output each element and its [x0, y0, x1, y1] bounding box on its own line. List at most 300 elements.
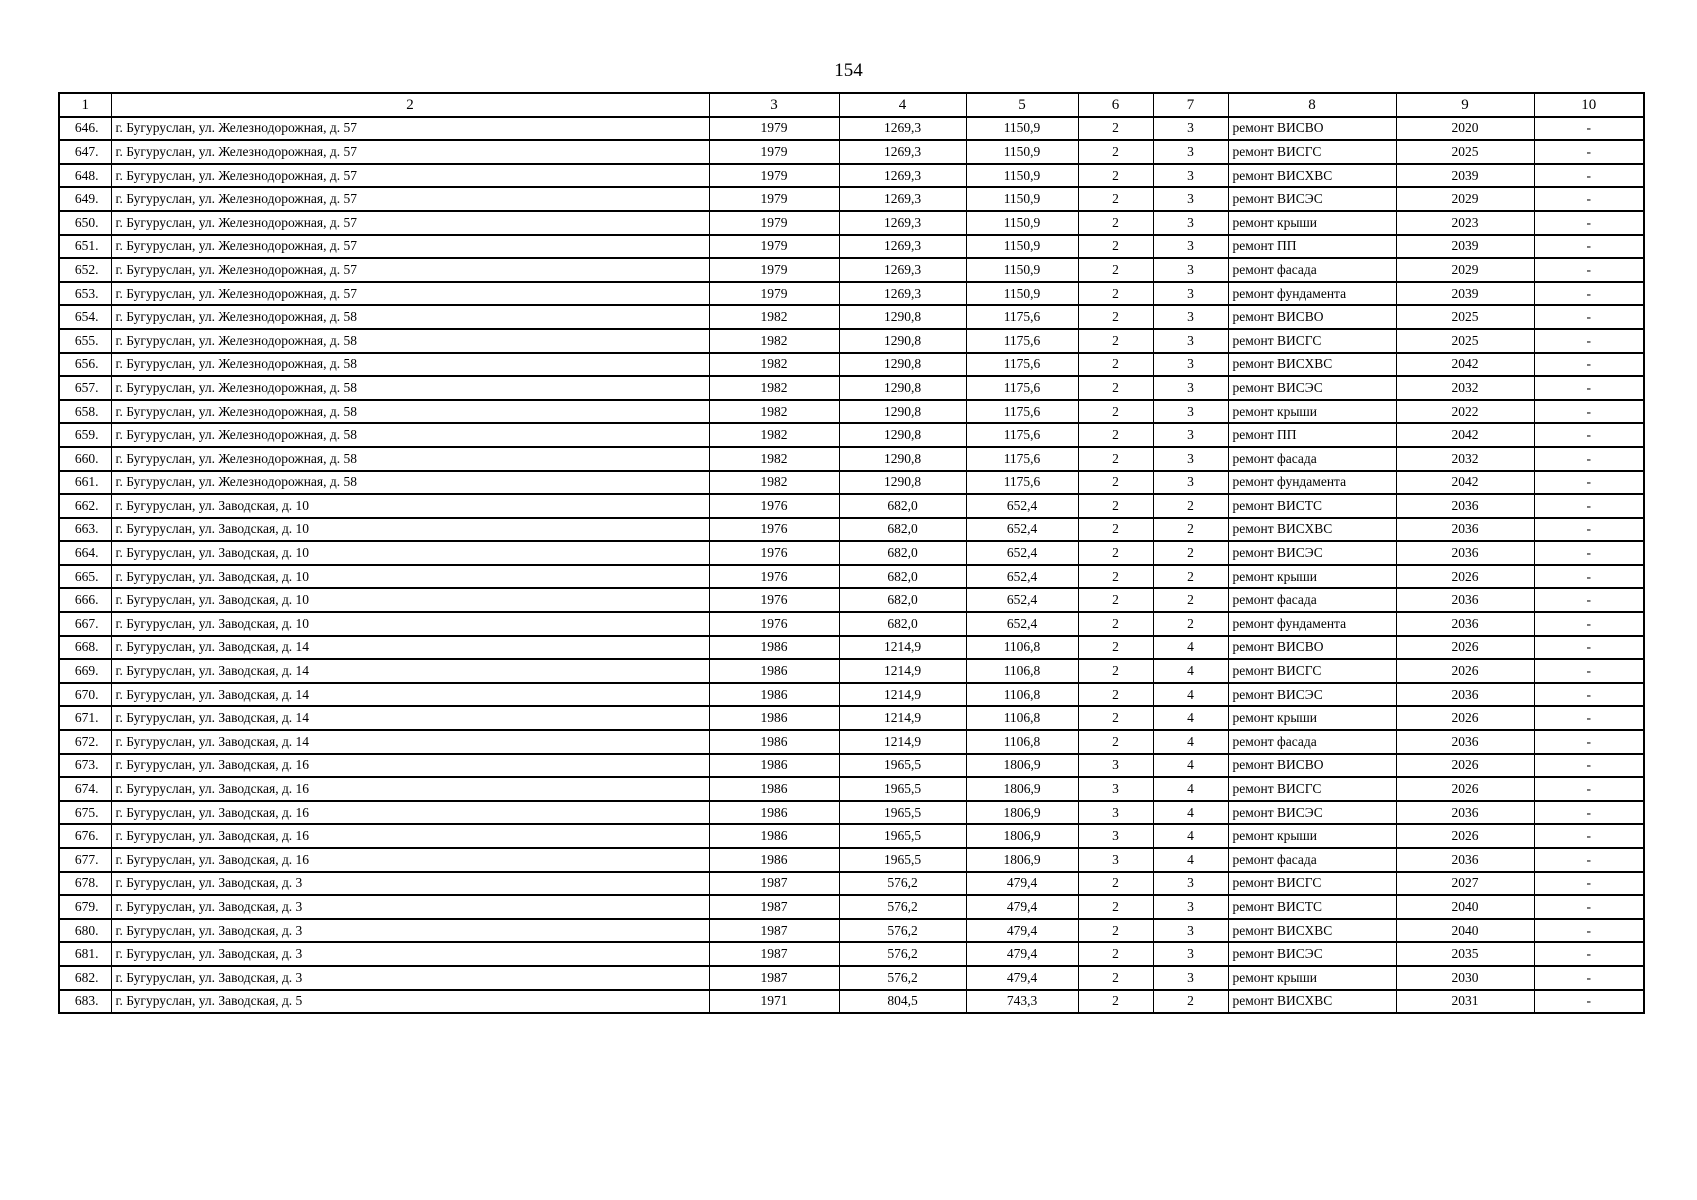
entrances-cell: 2 — [1153, 541, 1228, 565]
row-number-cell: 650. — [59, 211, 111, 235]
work-type-cell: ремонт ВИСГС — [1228, 872, 1396, 896]
address-cell: г. Бугуруслан, ул. Заводская, д. 10 — [111, 612, 709, 636]
total-area-cell: 1214,9 — [839, 683, 966, 707]
work-type-cell: ремонт ПП — [1228, 423, 1396, 447]
table-row — [59, 565, 1644, 589]
address-cell: г. Бугуруслан, ул. Заводская, д. 14 — [111, 683, 709, 707]
entrances-cell: 4 — [1153, 683, 1228, 707]
year-built-cell: 1976 — [709, 565, 839, 589]
entrances-cell: 2 — [1153, 612, 1228, 636]
address-cell: г. Бугуруслан, ул. Заводская, д. 14 — [111, 659, 709, 683]
address-cell: г. Бугуруслан, ул. Заводская, д. 10 — [111, 588, 709, 612]
living-area-cell: 1175,6 — [966, 329, 1078, 353]
row-number-cell: 673. — [59, 754, 111, 778]
year-built-cell: 1979 — [709, 187, 839, 211]
entrances-cell: 3 — [1153, 329, 1228, 353]
floors-cell: 2 — [1078, 235, 1153, 259]
row-number-cell: 659. — [59, 423, 111, 447]
note-cell: - — [1534, 258, 1644, 282]
row-number-cell: 669. — [59, 659, 111, 683]
entrances-cell: 4 — [1153, 636, 1228, 660]
year-built-cell: 1986 — [709, 730, 839, 754]
note-cell: - — [1534, 990, 1644, 1014]
total-area-cell: 1269,3 — [839, 235, 966, 259]
total-area-cell: 1269,3 — [839, 211, 966, 235]
plan-year-cell: 2027 — [1396, 872, 1534, 896]
plan-year-cell: 2040 — [1396, 895, 1534, 919]
floors-cell: 2 — [1078, 588, 1153, 612]
table-row — [59, 942, 1644, 966]
table-row — [59, 966, 1644, 990]
entrances-cell: 2 — [1153, 565, 1228, 589]
header-col-1: 1 — [59, 93, 111, 117]
floors-cell: 2 — [1078, 423, 1153, 447]
table-row — [59, 164, 1644, 188]
note-cell: - — [1534, 494, 1644, 518]
work-type-cell: ремонт ВИСЭС — [1228, 187, 1396, 211]
table-row — [59, 636, 1644, 660]
total-area-cell: 1269,3 — [839, 117, 966, 141]
year-built-cell: 1987 — [709, 966, 839, 990]
address-cell: г. Бугуруслан, ул. Железнодорожная, д. 58 — [111, 423, 709, 447]
total-area-cell: 1965,5 — [839, 801, 966, 825]
table-row — [59, 376, 1644, 400]
work-type-cell: ремонт ВИСТС — [1228, 494, 1396, 518]
floors-cell: 2 — [1078, 117, 1153, 141]
table-row — [59, 541, 1644, 565]
entrances-cell: 4 — [1153, 730, 1228, 754]
row-number-cell: 682. — [59, 966, 111, 990]
row-number-cell: 672. — [59, 730, 111, 754]
table-row — [59, 990, 1644, 1014]
table-row — [59, 471, 1644, 495]
plan-year-cell: 2036 — [1396, 683, 1534, 707]
total-area-cell: 1269,3 — [839, 140, 966, 164]
table-row — [59, 895, 1644, 919]
address-cell: г. Бугуруслан, ул. Железнодорожная, д. 58 — [111, 447, 709, 471]
table-header — [59, 93, 1644, 117]
year-built-cell: 1976 — [709, 612, 839, 636]
work-type-cell: ремонт фасада — [1228, 730, 1396, 754]
table-row — [59, 588, 1644, 612]
floors-cell: 2 — [1078, 164, 1153, 188]
header-col-3: 3 — [709, 93, 839, 117]
total-area-cell: 1290,8 — [839, 329, 966, 353]
floors-cell: 2 — [1078, 659, 1153, 683]
plan-year-cell: 2039 — [1396, 235, 1534, 259]
living-area-cell: 1175,6 — [966, 400, 1078, 424]
address-cell: г. Бугуруслан, ул. Заводская, д. 16 — [111, 754, 709, 778]
floors-cell: 2 — [1078, 990, 1153, 1014]
living-area-cell: 1150,9 — [966, 282, 1078, 306]
floors-cell: 2 — [1078, 895, 1153, 919]
work-type-cell: ремонт ВИСХВС — [1228, 164, 1396, 188]
address-cell: г. Бугуруслан, ул. Железнодорожная, д. 57 — [111, 282, 709, 306]
address-cell: г. Бугуруслан, ул. Железнодорожная, д. 58 — [111, 400, 709, 424]
year-built-cell: 1976 — [709, 518, 839, 542]
note-cell: - — [1534, 801, 1644, 825]
note-cell: - — [1534, 187, 1644, 211]
plan-year-cell: 2036 — [1396, 518, 1534, 542]
address-cell: г. Бугуруслан, ул. Железнодорожная, д. 58 — [111, 329, 709, 353]
year-built-cell: 1982 — [709, 329, 839, 353]
living-area-cell: 652,4 — [966, 612, 1078, 636]
plan-year-cell: 2036 — [1396, 730, 1534, 754]
address-cell: г. Бугуруслан, ул. Заводская, д. 14 — [111, 730, 709, 754]
row-number-cell: 667. — [59, 612, 111, 636]
row-number-cell: 648. — [59, 164, 111, 188]
address-cell: г. Бугуруслан, ул. Заводская, д. 3 — [111, 942, 709, 966]
address-cell: г. Бугуруслан, ул. Железнодорожная, д. 58 — [111, 305, 709, 329]
total-area-cell: 1269,3 — [839, 164, 966, 188]
floors-cell: 2 — [1078, 187, 1153, 211]
total-area-cell: 576,2 — [839, 942, 966, 966]
header-row — [59, 93, 1644, 117]
entrances-cell: 3 — [1153, 235, 1228, 259]
table-row — [59, 282, 1644, 306]
table-row — [59, 140, 1644, 164]
address-cell: г. Бугуруслан, ул. Железнодорожная, д. 57 — [111, 187, 709, 211]
year-built-cell: 1971 — [709, 990, 839, 1014]
plan-year-cell: 2032 — [1396, 447, 1534, 471]
header-col-4: 4 — [839, 93, 966, 117]
year-built-cell: 1986 — [709, 848, 839, 872]
plan-year-cell: 2042 — [1396, 423, 1534, 447]
work-type-cell: ремонт крыши — [1228, 565, 1396, 589]
note-cell: - — [1534, 329, 1644, 353]
entrances-cell: 4 — [1153, 706, 1228, 730]
row-number-cell: 664. — [59, 541, 111, 565]
year-built-cell: 1979 — [709, 282, 839, 306]
table-body — [59, 117, 1644, 1014]
year-built-cell: 1986 — [709, 777, 839, 801]
year-built-cell: 1982 — [709, 423, 839, 447]
living-area-cell: 652,4 — [966, 565, 1078, 589]
floors-cell: 2 — [1078, 966, 1153, 990]
table-row — [59, 612, 1644, 636]
plan-year-cell: 2032 — [1396, 376, 1534, 400]
work-type-cell: ремонт ВИСХВС — [1228, 990, 1396, 1014]
plan-year-cell: 2026 — [1396, 706, 1534, 730]
note-cell: - — [1534, 235, 1644, 259]
plan-year-cell: 2026 — [1396, 824, 1534, 848]
floors-cell: 2 — [1078, 400, 1153, 424]
total-area-cell: 804,5 — [839, 990, 966, 1014]
table-row — [59, 683, 1644, 707]
living-area-cell: 1150,9 — [966, 211, 1078, 235]
entrances-cell: 3 — [1153, 282, 1228, 306]
living-area-cell: 1150,9 — [966, 140, 1078, 164]
note-cell: - — [1534, 140, 1644, 164]
floors-cell: 2 — [1078, 565, 1153, 589]
entrances-cell: 3 — [1153, 966, 1228, 990]
row-number-cell: 652. — [59, 258, 111, 282]
living-area-cell: 1175,6 — [966, 447, 1078, 471]
entrances-cell: 3 — [1153, 471, 1228, 495]
living-area-cell: 1806,9 — [966, 777, 1078, 801]
header-col-2: 2 — [111, 93, 709, 117]
address-cell: г. Бугуруслан, ул. Заводская, д. 10 — [111, 518, 709, 542]
entrances-cell: 2 — [1153, 494, 1228, 518]
plan-year-cell: 2022 — [1396, 400, 1534, 424]
year-built-cell: 1986 — [709, 636, 839, 660]
note-cell: - — [1534, 754, 1644, 778]
work-type-cell: ремонт фасада — [1228, 848, 1396, 872]
table-row — [59, 400, 1644, 424]
year-built-cell: 1987 — [709, 872, 839, 896]
header-col-5: 5 — [966, 93, 1078, 117]
note-cell: - — [1534, 895, 1644, 919]
table-row — [59, 187, 1644, 211]
floors-cell: 2 — [1078, 541, 1153, 565]
entrances-cell: 2 — [1153, 518, 1228, 542]
note-cell: - — [1534, 919, 1644, 943]
note-cell: - — [1534, 966, 1644, 990]
table-row — [59, 494, 1644, 518]
plan-year-cell: 2029 — [1396, 258, 1534, 282]
year-built-cell: 1987 — [709, 942, 839, 966]
row-number-cell: 654. — [59, 305, 111, 329]
plan-year-cell: 2039 — [1396, 164, 1534, 188]
floors-cell: 2 — [1078, 942, 1153, 966]
note-cell: - — [1534, 565, 1644, 589]
entrances-cell: 3 — [1153, 117, 1228, 141]
note-cell: - — [1534, 659, 1644, 683]
total-area-cell: 576,2 — [839, 895, 966, 919]
year-built-cell: 1982 — [709, 376, 839, 400]
row-number-cell: 657. — [59, 376, 111, 400]
plan-year-cell: 2036 — [1396, 848, 1534, 872]
entrances-cell: 3 — [1153, 872, 1228, 896]
address-cell: г. Бугуруслан, ул. Заводская, д. 14 — [111, 636, 709, 660]
living-area-cell: 1175,6 — [966, 471, 1078, 495]
entrances-cell: 3 — [1153, 140, 1228, 164]
total-area-cell: 1290,8 — [839, 423, 966, 447]
work-type-cell: ремонт крыши — [1228, 706, 1396, 730]
living-area-cell: 1806,9 — [966, 754, 1078, 778]
table-row — [59, 824, 1644, 848]
work-type-cell: ремонт фундамента — [1228, 282, 1396, 306]
row-number-cell: 668. — [59, 636, 111, 660]
table-row — [59, 730, 1644, 754]
note-cell: - — [1534, 353, 1644, 377]
total-area-cell: 1214,9 — [839, 706, 966, 730]
floors-cell: 2 — [1078, 471, 1153, 495]
total-area-cell: 1290,8 — [839, 376, 966, 400]
address-cell: г. Бугуруслан, ул. Железнодорожная, д. 57 — [111, 211, 709, 235]
total-area-cell: 682,0 — [839, 565, 966, 589]
entrances-cell: 4 — [1153, 801, 1228, 825]
note-cell: - — [1534, 612, 1644, 636]
plan-year-cell: 2026 — [1396, 636, 1534, 660]
living-area-cell: 1806,9 — [966, 848, 1078, 872]
living-area-cell: 1175,6 — [966, 305, 1078, 329]
entrances-cell: 3 — [1153, 353, 1228, 377]
living-area-cell: 1806,9 — [966, 801, 1078, 825]
total-area-cell: 1965,5 — [839, 824, 966, 848]
work-type-cell: ремонт ВИСЭС — [1228, 683, 1396, 707]
plan-year-cell: 2025 — [1396, 305, 1534, 329]
living-area-cell: 652,4 — [966, 541, 1078, 565]
note-cell: - — [1534, 730, 1644, 754]
address-cell: г. Бугуруслан, ул. Железнодорожная, д. 57 — [111, 235, 709, 259]
living-area-cell: 479,4 — [966, 919, 1078, 943]
year-built-cell: 1987 — [709, 895, 839, 919]
entrances-cell: 2 — [1153, 588, 1228, 612]
work-type-cell: ремонт ВИСЭС — [1228, 541, 1396, 565]
year-built-cell: 1982 — [709, 400, 839, 424]
plan-year-cell: 2036 — [1396, 494, 1534, 518]
entrances-cell: 2 — [1153, 990, 1228, 1014]
living-area-cell: 479,4 — [966, 872, 1078, 896]
year-built-cell: 1979 — [709, 211, 839, 235]
plan-year-cell: 2040 — [1396, 919, 1534, 943]
work-type-cell: ремонт ВИСХВС — [1228, 353, 1396, 377]
note-cell: - — [1534, 942, 1644, 966]
address-cell: г. Бугуруслан, ул. Заводская, д. 3 — [111, 919, 709, 943]
year-built-cell: 1986 — [709, 683, 839, 707]
work-type-cell: ремонт ВИСТС — [1228, 895, 1396, 919]
work-type-cell: ремонт крыши — [1228, 824, 1396, 848]
living-area-cell: 1150,9 — [966, 258, 1078, 282]
entrances-cell: 3 — [1153, 895, 1228, 919]
plan-year-cell: 2026 — [1396, 777, 1534, 801]
living-area-cell: 1175,6 — [966, 353, 1078, 377]
note-cell: - — [1534, 447, 1644, 471]
living-area-cell: 1106,8 — [966, 683, 1078, 707]
year-built-cell: 1986 — [709, 824, 839, 848]
work-type-cell: ремонт ПП — [1228, 235, 1396, 259]
table-row — [59, 848, 1644, 872]
total-area-cell: 682,0 — [839, 612, 966, 636]
address-cell: г. Бугуруслан, ул. Заводская, д. 5 — [111, 990, 709, 1014]
living-area-cell: 1175,6 — [966, 376, 1078, 400]
total-area-cell: 576,2 — [839, 919, 966, 943]
total-area-cell: 682,0 — [839, 494, 966, 518]
entrances-cell: 3 — [1153, 187, 1228, 211]
address-cell: г. Бугуруслан, ул. Заводская, д. 16 — [111, 824, 709, 848]
year-built-cell: 1982 — [709, 353, 839, 377]
work-type-cell: ремонт ВИСВО — [1228, 305, 1396, 329]
note-cell: - — [1534, 541, 1644, 565]
work-type-cell: ремонт ВИСЭС — [1228, 376, 1396, 400]
work-type-cell: ремонт ВИСЭС — [1228, 942, 1396, 966]
work-type-cell: ремонт ВИСГС — [1228, 777, 1396, 801]
note-cell: - — [1534, 211, 1644, 235]
address-cell: г. Бугуруслан, ул. Заводская, д. 14 — [111, 706, 709, 730]
address-cell: г. Бугуруслан, ул. Железнодорожная, д. 57 — [111, 140, 709, 164]
row-number-cell: 649. — [59, 187, 111, 211]
table-row — [59, 777, 1644, 801]
table-row — [59, 305, 1644, 329]
row-number-cell: 677. — [59, 848, 111, 872]
total-area-cell: 1290,8 — [839, 471, 966, 495]
table-row — [59, 329, 1644, 353]
row-number-cell: 681. — [59, 942, 111, 966]
work-type-cell: ремонт ВИСГС — [1228, 140, 1396, 164]
plan-year-cell: 2026 — [1396, 659, 1534, 683]
entrances-cell: 4 — [1153, 659, 1228, 683]
row-number-cell: 658. — [59, 400, 111, 424]
note-cell: - — [1534, 518, 1644, 542]
work-type-cell: ремонт фасада — [1228, 588, 1396, 612]
note-cell: - — [1534, 305, 1644, 329]
note-cell: - — [1534, 164, 1644, 188]
floors-cell: 3 — [1078, 777, 1153, 801]
plan-year-cell: 2025 — [1396, 140, 1534, 164]
row-number-cell: 665. — [59, 565, 111, 589]
address-cell: г. Бугуруслан, ул. Заводская, д. 16 — [111, 848, 709, 872]
address-cell: г. Бугуруслан, ул. Заводская, д. 10 — [111, 565, 709, 589]
row-number-cell: 662. — [59, 494, 111, 518]
living-area-cell: 479,4 — [966, 942, 1078, 966]
row-number-cell: 674. — [59, 777, 111, 801]
row-number-cell: 653. — [59, 282, 111, 306]
note-cell: - — [1534, 282, 1644, 306]
entrances-cell: 4 — [1153, 777, 1228, 801]
row-number-cell: 661. — [59, 471, 111, 495]
living-area-cell: 1150,9 — [966, 187, 1078, 211]
address-cell: г. Бугуруслан, ул. Железнодорожная, д. 58 — [111, 376, 709, 400]
total-area-cell: 1965,5 — [839, 848, 966, 872]
note-cell: - — [1534, 683, 1644, 707]
entrances-cell: 4 — [1153, 848, 1228, 872]
address-cell: г. Бугуруслан, ул. Железнодорожная, д. 57 — [111, 117, 709, 141]
year-built-cell: 1976 — [709, 541, 839, 565]
total-area-cell: 682,0 — [839, 518, 966, 542]
year-built-cell: 1976 — [709, 588, 839, 612]
living-area-cell: 652,4 — [966, 494, 1078, 518]
row-number-cell: 663. — [59, 518, 111, 542]
note-cell: - — [1534, 117, 1644, 141]
address-cell: г. Бугуруслан, ул. Железнодорожная, д. 58 — [111, 471, 709, 495]
row-number-cell: 683. — [59, 990, 111, 1014]
living-area-cell: 1150,9 — [966, 164, 1078, 188]
entrances-cell: 3 — [1153, 423, 1228, 447]
plan-year-cell: 2036 — [1396, 612, 1534, 636]
header-col-10: 10 — [1534, 93, 1644, 117]
year-built-cell: 1986 — [709, 801, 839, 825]
total-area-cell: 1214,9 — [839, 636, 966, 660]
entrances-cell: 3 — [1153, 258, 1228, 282]
plan-year-cell: 2030 — [1396, 966, 1534, 990]
work-type-cell: ремонт ВИСЭС — [1228, 801, 1396, 825]
year-built-cell: 1976 — [709, 494, 839, 518]
work-type-cell: ремонт ВИСВО — [1228, 636, 1396, 660]
row-number-cell: 678. — [59, 872, 111, 896]
floors-cell: 2 — [1078, 730, 1153, 754]
work-type-cell: ремонт ВИСВО — [1228, 754, 1396, 778]
floors-cell: 2 — [1078, 329, 1153, 353]
plan-year-cell: 2039 — [1396, 282, 1534, 306]
table-row — [59, 235, 1644, 259]
entrances-cell: 3 — [1153, 376, 1228, 400]
entrances-cell: 3 — [1153, 305, 1228, 329]
note-cell: - — [1534, 872, 1644, 896]
work-type-cell: ремонт ВИСГС — [1228, 329, 1396, 353]
row-number-cell: 670. — [59, 683, 111, 707]
floors-cell: 2 — [1078, 211, 1153, 235]
page-number: 154 — [834, 60, 863, 81]
work-type-cell: ремонт крыши — [1228, 211, 1396, 235]
plan-year-cell: 2036 — [1396, 541, 1534, 565]
floors-cell: 2 — [1078, 518, 1153, 542]
floors-cell: 2 — [1078, 353, 1153, 377]
living-area-cell: 479,4 — [966, 966, 1078, 990]
living-area-cell: 652,4 — [966, 518, 1078, 542]
total-area-cell: 1214,9 — [839, 730, 966, 754]
floors-cell: 2 — [1078, 376, 1153, 400]
